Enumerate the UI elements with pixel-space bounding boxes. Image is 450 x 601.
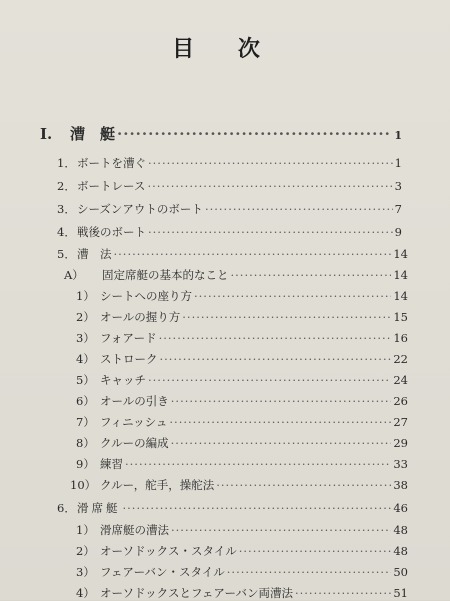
leader-dots [171,394,392,408]
entry-number: 3． [57,202,76,216]
entry-page: 29 [393,436,408,450]
toc-entry [0,267,450,283]
entry-page: 51 [393,586,408,600]
entry-page: 14 [393,247,408,261]
toc-entry [0,330,450,346]
toc-entry [0,522,450,538]
entry-label: キャッチ [100,373,146,387]
entry-page: 14 [393,268,408,282]
entry-label: ボートを漕ぐ [77,156,146,170]
toc-entry [0,372,450,388]
entry-label: オーソドックスとフェアーバン両漕法 [100,586,293,600]
leader-dots [171,523,391,537]
entry-page: 15 [393,310,408,324]
toc-entry [0,477,450,493]
toc-entry [0,564,450,580]
entry-label: フォアード [100,331,157,345]
chapter-number: I. [40,125,53,143]
leader-dots [171,436,392,450]
leader-dots [231,268,392,282]
leader-dots [148,156,393,170]
leader-dots [194,289,391,303]
entry-number: 9） [76,457,95,471]
toc-entry [0,351,450,367]
entry-label: クルーの編成 [100,436,169,450]
entry-page: 7 [394,202,402,216]
entry-page: 38 [393,478,408,492]
toc-entry [0,543,450,559]
toc-entry [0,224,450,240]
entry-number: 4） [76,586,95,600]
entry-label: シートへの座り方 [100,289,192,303]
entry-label: ボートレース [77,179,146,193]
chapter-entry [0,123,450,144]
leader-dots [169,415,391,429]
entry-number: 4） [76,352,95,366]
entry-label: 漕 法 [77,247,112,261]
entry-label: フェアーバン・スタイル [100,565,225,579]
toc-entry [0,456,450,472]
entry-number: 1） [76,523,95,537]
entry-label: 練習 [100,457,123,471]
leader-dots [123,501,392,515]
toc-entry [0,201,450,217]
entry-label: 滑席艇の漕法 [100,523,169,537]
entry-number: 7） [76,415,95,429]
entry-page: 50 [393,565,408,579]
leader-dots [159,331,392,345]
leader-dots [205,202,393,216]
toc-entry [0,500,450,516]
leader-dots [295,586,391,600]
entry-page: 16 [393,331,408,345]
entry-page: 26 [393,394,408,408]
toc-entry [0,585,450,601]
entry-number: 2） [76,544,95,558]
entry-number: 5． [57,247,76,261]
leader-dots [114,247,392,261]
entry-page: 27 [393,415,408,429]
entry-page: 1 [394,156,402,170]
toc-entry [0,393,450,409]
entry-number: 5） [76,373,95,387]
leader-dots [239,544,392,558]
entry-number: 3） [76,331,95,345]
toc-entry [0,288,450,304]
leader-dots [216,478,391,492]
entry-label: ストローク [100,352,158,366]
entry-page: 33 [393,457,408,471]
leader-dots [182,310,391,324]
entry-page: 14 [393,289,408,303]
entry-label: 滑席艇 [77,501,121,515]
toc-entry [0,246,450,262]
entry-label: 戦後のボート [77,225,146,239]
entry-label: オールの握り方 [100,310,181,324]
leader-dots [147,179,392,193]
entry-number: A） [64,268,84,282]
entry-label: オーソドックス・スタイル [100,544,237,558]
entry-number: 1） [76,289,95,303]
entry-number: 1． [57,156,76,170]
entry-number: 4． [57,225,76,239]
entry-page: 48 [393,544,408,558]
entry-number: 6． [57,501,76,515]
entry-number: 6） [76,394,95,408]
chapter-page: 1 [394,129,402,142]
entry-label: フィニッシュ [100,415,168,429]
entry-label: 固定席艇の基本的なこと [102,268,229,282]
leader-dots [227,565,392,579]
chapter-label: 漕 艇 [70,125,116,143]
entry-page: 3 [394,179,402,193]
leader-dots [148,373,391,387]
entry-label: オールの引き [100,394,169,408]
entry-number: 8） [76,436,95,450]
entry-label: シーズンアウトのボート [77,202,203,216]
entry-number: 2） [76,310,95,324]
entry-number: 3） [76,565,95,579]
entry-page: 22 [393,352,408,366]
toc-entry [0,435,450,451]
leader-dots [117,125,392,143]
entry-page: 24 [393,373,408,387]
leader-dots [160,352,392,366]
leader-dots [148,225,393,239]
toc-entry [0,178,450,194]
entry-page: 48 [393,523,408,537]
toc-entry [0,155,450,171]
entry-label: クルー，舵手，操舵法 [100,478,215,492]
entry-page: 9 [394,225,402,239]
toc-title: 目 次 [172,36,278,62]
toc-entry [0,414,450,430]
leader-dots [125,457,391,471]
entry-number: 10） [70,478,97,492]
toc-entry [0,309,450,325]
entry-number: 2． [57,179,76,193]
entry-page: 46 [393,501,408,515]
